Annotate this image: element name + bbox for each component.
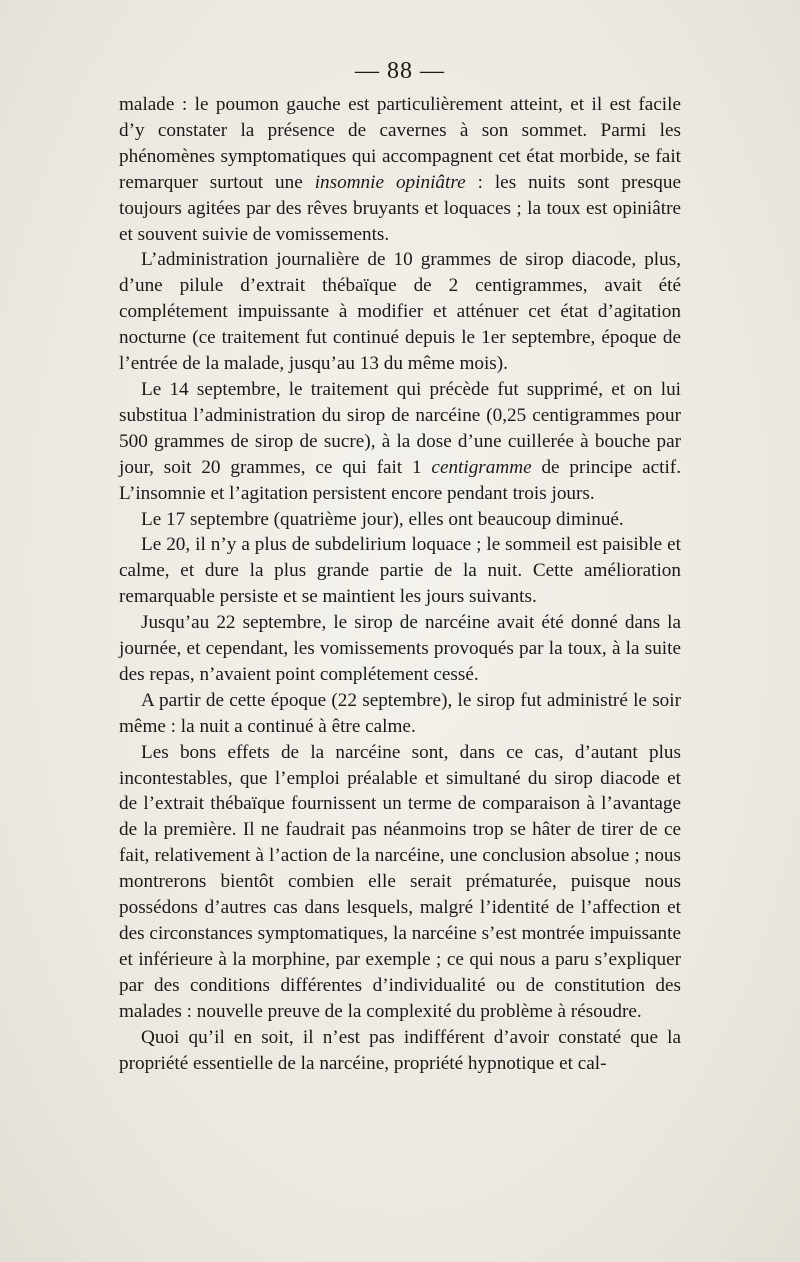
paragraph [119,377,681,507]
text-segment: malade : le poumon gauche est particulièrement atteint, et il est facile d’y constater la présence de cavernes à son sommet. Parmi les phénomènes symptomatiques qui accompagnent cet état morbide, se fait remarquer surtout une [119,94,681,193]
text-segment: Le 20, il n’y a plus de subdelirium loquace ; le sommeil est paisible et calme, et dure la plus grande partie de la nuit. Cette amélioration remarquable persiste et se maintient les jours suivants. [119,534,681,608]
paragraph [119,532,681,610]
paragraph [119,92,681,247]
text-segment: Les bons effets de la narcéine sont, dans ce cas, d’autant plus incontestables, que l’emploi préalable et simultané du sirop diacode et de l’extrait thébaïque fournissent un terme de comparaison à l’avantage de la première. Il ne faudrait pas néanmoins trop se hâter de tirer de ce fait, relativement à l’action de la narcéine, une conclusion absolue ; nous montrerons bientôt combien elle serait prématurée, puisque nous possédons d’autres cas dans lesquels, malgré l’identité de l’affection et des circonstances symptomatiques, la narcéine s’est montrée impuissante et inférieure à la morphine, par exemple ; ce qui nous a paru s’expliquer par des conditions différentes d’individualité ou de constitution des malades : nouvelle preuve de la complexité du problème à résoudre. [119,741,681,1022]
text-segment: Quoi qu’il en soit, il n’est pas indifférent d’avoir constaté que la propriété essentielle de la narcéine, propriété hypnotique et cal- [119,1026,681,1074]
italic-text: centigramme [431,456,532,478]
text-segment: L’administration journalière de 10 grammes de sirop diacode, plus, d’une pilule d’extrait thébaïque de 2 centigrammes, avait été complétement impuissante à modifier et atténuer cet état d’agitation nocturne (ce traitement fut continué depuis le 1er septembre, époque de l’entrée de la malade, jusqu’au 13 du même mois). [119,249,681,375]
paragraph [119,740,681,1025]
text-segment: Le 14 septembre, le traitement qui précède fut supprimé, et on lui substitua l’administration du sirop de narcéine (0,25 centigrammes pour 500 grammes de sirop de sucre), à la dose d’une cuillerée à bouche par jour, soit 20 grammes, ce qui fait 1 [119,378,681,478]
body-text [119,92,681,1076]
paragraph [119,507,681,533]
paragraph [119,247,681,377]
text-segment: : les nuits sont presque toujours agitées par des rêves bruyants et loquaces ; la toux est opiniâtre et souvent suivie de vomissements. [119,171,682,245]
text-segment: A partir de cette époque (22 septembre), le sirop fut administré le soir même : la nuit a continué à être calme. [119,689,681,737]
paragraph [119,688,681,740]
text-segment: Jusqu’au 22 septembre, le sirop de narcéine avait été donné dans la journée, et cependant, les vomissements provoqués par la toux, à la suite des repas, n’avaient point complétement cessé. [119,612,681,685]
italic-text: insomnie opiniâtre [314,171,466,193]
paragraph [119,610,681,688]
page-number: — 88 — [355,58,445,84]
text-segment: Le 17 septembre (quatrième jour), elles ont beaucoup diminué. [141,508,624,530]
text-segment: de principe actif. L’insomnie et l’agitation persistent encore pendant trois jours. [119,456,681,504]
paragraph [119,1025,681,1077]
